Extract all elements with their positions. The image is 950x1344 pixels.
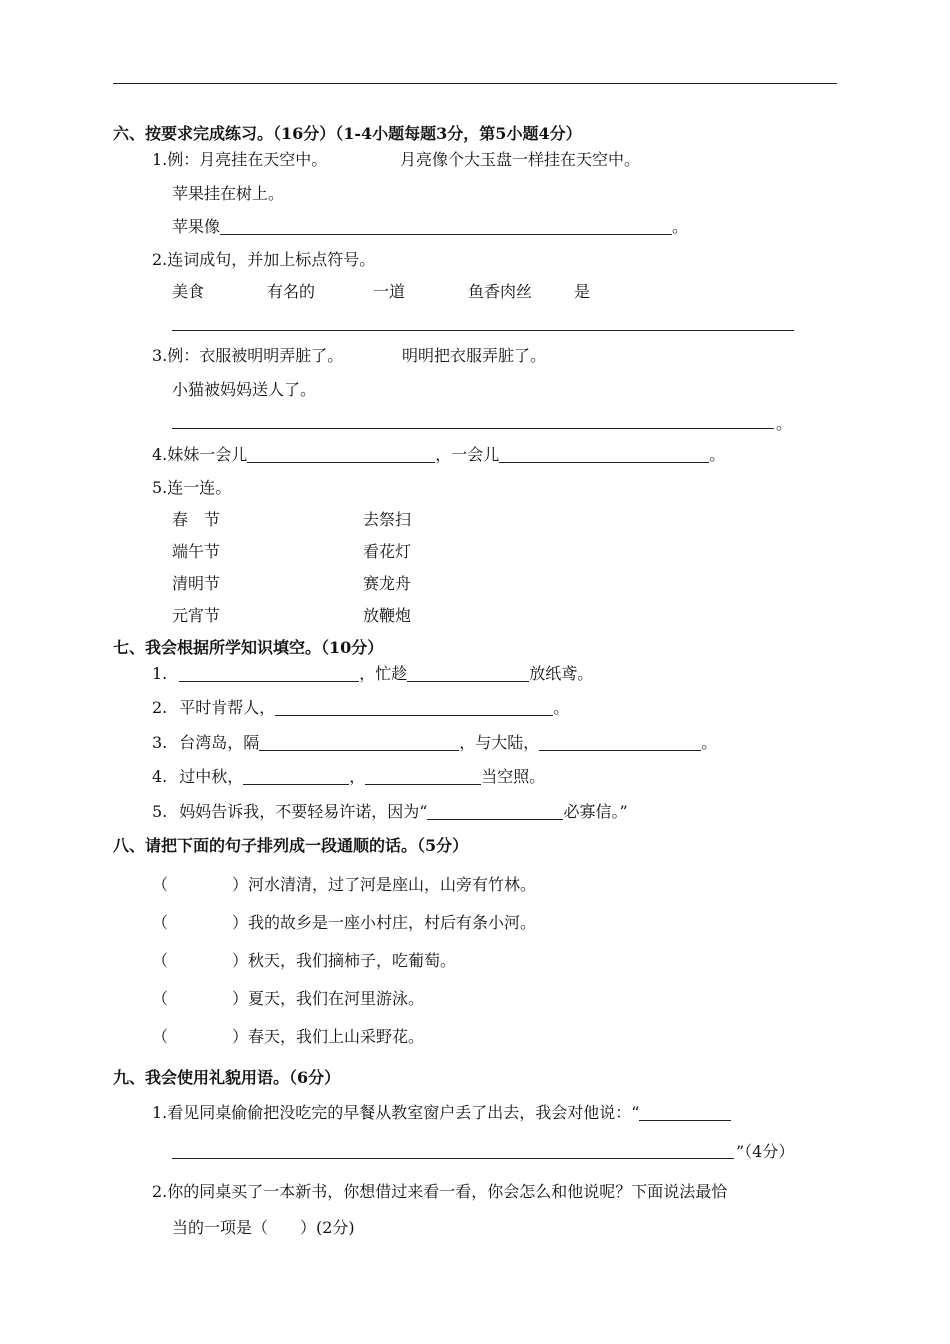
paren-close: ） (232, 913, 249, 932)
top-rule (113, 83, 837, 84)
q1-task: 苹果挂在树上。 (172, 184, 285, 203)
section-8-heading: 八、请把下面的句子排列成一段通顺的话。（5分） (113, 836, 469, 855)
q3-answer-blank[interactable] (172, 428, 774, 429)
q1-period: 。 (672, 217, 689, 236)
s7-item-2-end: 。 (553, 698, 570, 717)
s7-item-4-end: 当空照。 (481, 767, 546, 786)
q2-word-2: 有名的 (267, 282, 316, 301)
q4-line (152, 445, 725, 465)
q4-period: 。 (709, 445, 726, 464)
s7-item-3-pre: 台湾岛，隔 (179, 733, 260, 752)
s8-sentence-2 (152, 913, 536, 933)
s7-item-5-end: 必寡信。” (563, 802, 628, 821)
s7-item-1-mid: ，忙趁 (359, 664, 408, 683)
s7-item-1-blank-2[interactable] (407, 665, 529, 682)
s9-q1-blank-2[interactable] (172, 1158, 734, 1159)
s9-q1-text (152, 1103, 731, 1123)
q5-left-3: 清明节 (172, 574, 221, 593)
s7-item-4-pre: 过中秋， (179, 767, 244, 786)
q1-answer-blank[interactable] (220, 218, 672, 235)
q2-word-3: 一道 (373, 282, 406, 301)
s7-item-4-blank-2[interactable] (365, 768, 481, 785)
q4-middle: ，一会儿 (435, 445, 500, 464)
q4-blank-2[interactable] (499, 446, 709, 463)
s7-item-3-num: 3. (152, 733, 168, 752)
s8-sentence-5 (152, 1027, 424, 1047)
s8-sentence-4-text: 夏天，我们在河里游泳。 (248, 989, 425, 1008)
s7-item-1 (152, 664, 593, 684)
q3-period: 。 (776, 414, 793, 433)
s8-answer-paren-3[interactable] (152, 951, 248, 970)
s8-sentence-3-text: 秋天，我们摘柿子，吃葡萄。 (248, 951, 457, 970)
q2-title: 2.连词成句，并加上标点符号。 (152, 250, 376, 269)
s8-sentence-2-text: 我的故乡是一座小村庄，村后有条小河。 (248, 913, 537, 932)
q5-title: 5.连一连。 (152, 478, 232, 497)
s9-q2-line-1: 2.你的同桌买了一本新书，你想借过来看一看，你会怎么和他说呢？下面说法最恰 (152, 1182, 728, 1201)
s7-item-5-num: 5. (152, 802, 168, 821)
s8-sentence-3 (152, 951, 456, 971)
paren-open: （ (152, 875, 169, 894)
s7-item-3-mid: ，与大陆， (459, 733, 540, 752)
paren-open: （ (152, 989, 169, 1008)
s7-item-2-blank[interactable] (275, 699, 553, 716)
q5-left-2: 端午节 (172, 542, 221, 561)
s8-answer-paren-5[interactable] (152, 1027, 248, 1046)
s7-item-2 (152, 698, 569, 718)
s8-answer-paren-2[interactable] (152, 913, 248, 932)
paren-open: （ (152, 1027, 169, 1046)
paren-open: （ (152, 951, 169, 970)
q5-left-1: 春 节 (172, 510, 221, 529)
q2-word-4: 鱼香肉丝 (468, 282, 533, 301)
s9-q1-end: ”（4分） (736, 1142, 795, 1161)
s8-answer-paren-1[interactable] (152, 875, 248, 894)
paren-close: ） (232, 875, 249, 894)
s7-item-2-pre: 平时肯帮人， (179, 698, 276, 717)
s7-item-4-blank-1[interactable] (243, 768, 349, 785)
q3-example: 3.例：衣服被明明弄脏了。 (152, 346, 344, 365)
s7-item-1-blank-1[interactable] (179, 665, 359, 682)
section-9-heading: 九、我会使用礼貌用语。（6分） (113, 1068, 341, 1087)
q1-answer-line (172, 217, 688, 237)
q5-right-3: 赛龙舟 (363, 574, 412, 593)
q1-example-answer: 月亮像个大玉盘一样挂在天空中。 (400, 150, 641, 169)
s7-item-3-end: 。 (701, 733, 718, 752)
s7-item-5 (152, 802, 628, 822)
q2-word-1: 美食 (172, 282, 205, 301)
s9-q1-prompt: 1.看见同桌偷偷把没吃完的早餐从教室窗户丢了出去，我会对他说：“ (152, 1103, 640, 1122)
q1-example: 1.例：月亮挂在天空中。 (152, 150, 328, 169)
s7-item-3-blank-2[interactable] (539, 734, 701, 751)
paren-close: ） (232, 1027, 249, 1046)
s7-item-1-end: 放纸鸢。 (529, 664, 594, 683)
q2-answer-blank[interactable] (172, 330, 794, 331)
q2-word-5: 是 (574, 282, 591, 301)
s7-item-1-num: 1. (152, 664, 168, 683)
q5-right-4: 放鞭炮 (363, 606, 412, 625)
s8-sentence-4 (152, 989, 424, 1009)
s7-item-5-blank[interactable] (427, 803, 563, 820)
q1-answer-prefix: 苹果像 (172, 217, 221, 236)
q4-blank-1[interactable] (247, 446, 435, 463)
s8-sentence-5-text: 春天，我们上山采野花。 (248, 1027, 425, 1046)
s7-item-4-mid: ， (349, 767, 366, 786)
q4-prefix: 4.妹妹一会儿 (152, 445, 248, 464)
s8-sentence-1 (152, 875, 536, 895)
paren-close: ） (232, 951, 249, 970)
q5-right-1: 去祭扫 (363, 510, 412, 529)
s7-item-5-pre: 妈妈告诉我，不要轻易许诺，因为“ (179, 802, 428, 821)
paren-close: ） (232, 989, 249, 1008)
s8-sentence-1-text: 河水清清，过了河是座山，山旁有竹林。 (248, 875, 537, 894)
s7-item-3-blank-1[interactable] (259, 734, 459, 751)
s7-item-4-num: 4. (152, 767, 168, 786)
q3-example-answer: 明明把衣服弄脏了。 (402, 346, 547, 365)
section-7-heading: 七、我会根据所学知识填空。（10分） (113, 638, 384, 657)
section-6-heading: 六、按要求完成练习。（16分）（1-4小题每题3分，第5小题4分） (113, 124, 582, 143)
paren-open: （ (152, 913, 169, 932)
s8-answer-paren-4[interactable] (152, 989, 248, 1008)
s9-q2-line-2: 当的一项是（ ）(2分) (172, 1218, 355, 1237)
q3-task: 小猫被妈妈送人了。 (172, 380, 317, 399)
q5-right-2: 看花灯 (363, 542, 412, 561)
s7-item-2-num: 2. (152, 698, 168, 717)
q5-left-4: 元宵节 (172, 606, 221, 625)
s9-q1-blank-1[interactable] (639, 1104, 731, 1121)
s7-item-3 (152, 733, 717, 753)
s7-item-4 (152, 767, 545, 787)
